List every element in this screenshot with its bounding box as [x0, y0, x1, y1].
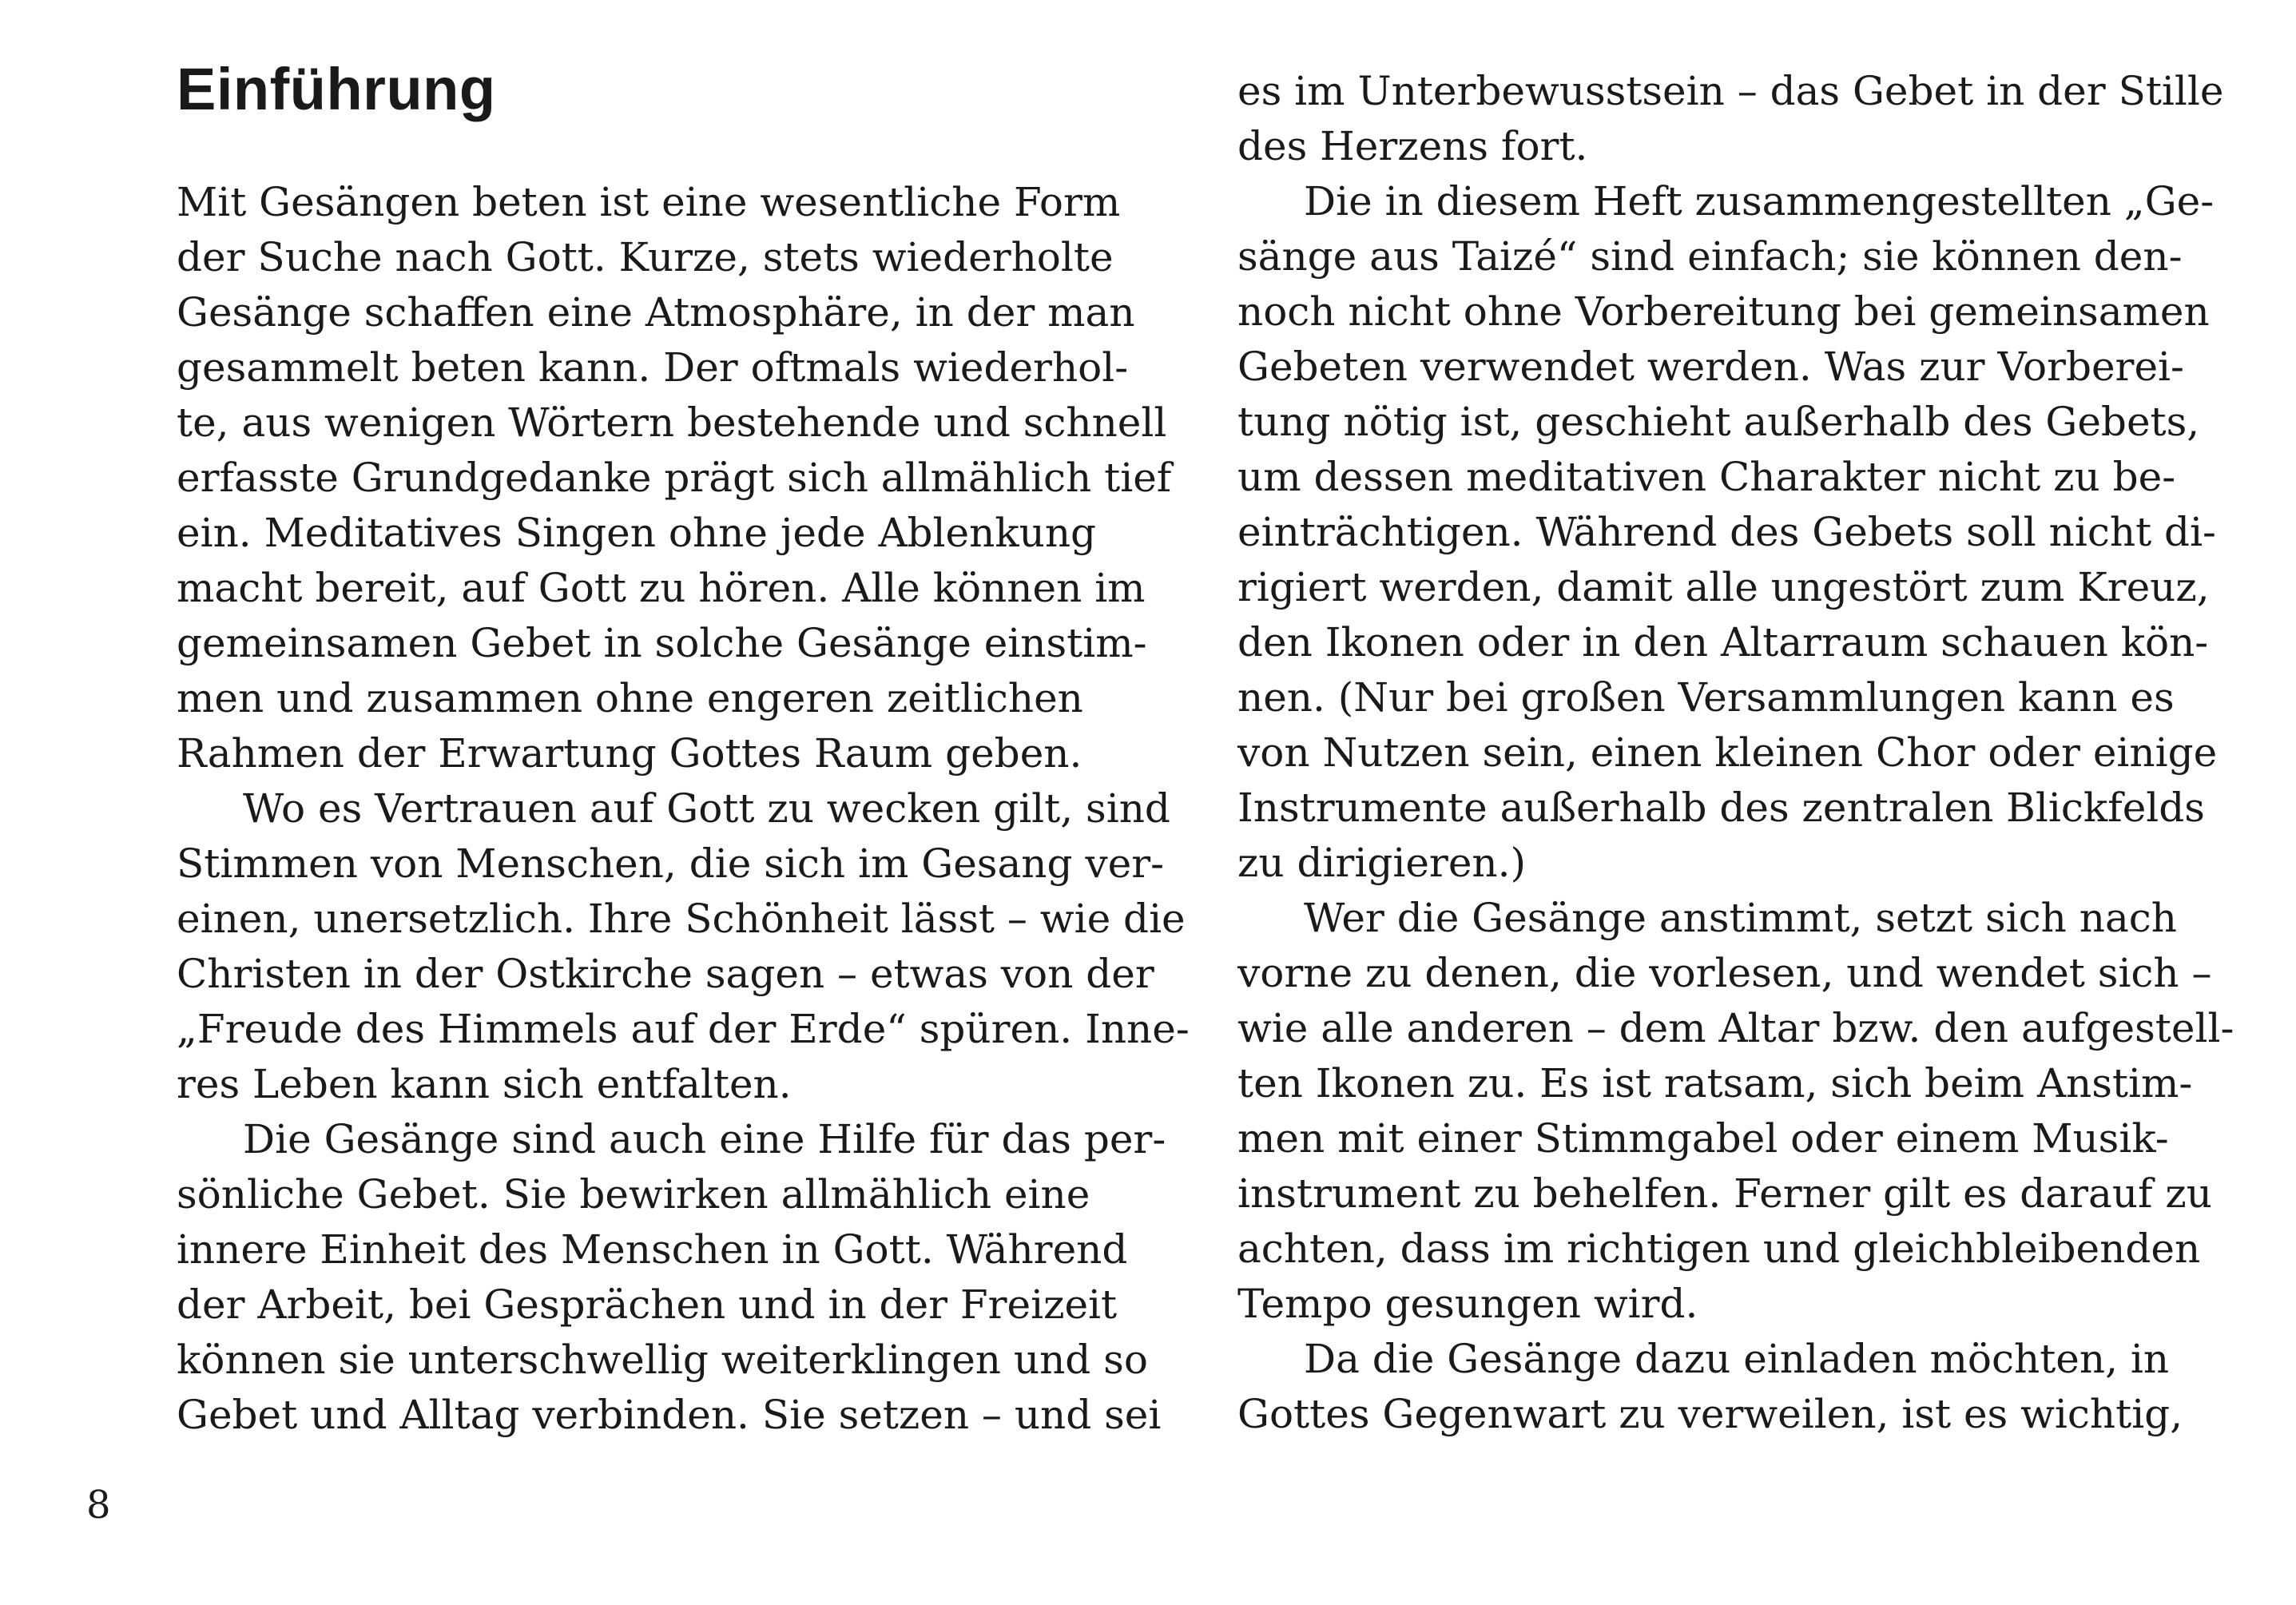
text-line: Gesänge schaffen eine Atmosphäre, in der man — [177, 289, 1135, 336]
text-line: können sie unterschwellig weiterklingen und so — [177, 1337, 1148, 1383]
text-line: Stimmen von Menschen, die sich im Gesang ver- — [177, 840, 1164, 887]
text-line: es im Unterbewusstsein – das Gebet in der Stille — [1237, 68, 2224, 114]
text-line: sönliche Gebet. Sie bewirken allmählich eine — [177, 1171, 1090, 1218]
text-line: Gebeten verwendet werden. Was zur Vorberei- — [1237, 344, 2184, 390]
text-line: Christen in der Ostkirche sagen – etwas von der — [177, 951, 1154, 997]
text-line: ten Ikonen zu. Es ist ratsam, sich beim Anstim- — [1237, 1060, 2193, 1106]
text-line: der Suche nach Gott. Kurze, stets wiederholte — [177, 234, 1114, 280]
text-line: Tempo gesungen wird. — [1237, 1281, 1698, 1327]
text-line: Wo es Vertrauen auf Gott zu wecken gilt, sind — [243, 785, 1170, 832]
text-line: wie alle anderen – dem Altar bzw. den aufgestell- — [1237, 1005, 2234, 1051]
text-line: Die in diesem Heft zusammengestellten „Ge- — [1304, 178, 2215, 224]
text-line: achten, dass im richtigen und gleichbleibenden — [1237, 1226, 2201, 1272]
text-line: Da die Gesänge dazu einladen möchten, in — [1304, 1336, 2170, 1382]
text-line: einen, unersetzlich. Ihre Schönheit lässt – wie die — [177, 896, 1186, 942]
text-line: den Ikonen oder in den Altarraum schauen kön- — [1237, 619, 2209, 665]
text-line: res Leben kann sich entfalten. — [177, 1061, 792, 1107]
text-line: Instrumente außerhalb des zentralen Blickfelds — [1237, 785, 2205, 831]
text-line: innere Einheit des Menschen in Gott. Während — [177, 1226, 1128, 1273]
text-line: Rahmen der Erwartung Gottes Raum geben. — [177, 730, 1082, 777]
text-line: zu dirigieren.) — [1237, 840, 1527, 886]
text-line: te, aus wenigen Wörtern bestehende und schnell — [177, 399, 1167, 446]
text-line: tung nötig ist, geschieht außerhalb des Gebets, — [1237, 399, 2200, 445]
text-line: instrument zu behelfen. Ferner gilt es darauf zu — [1237, 1170, 2212, 1217]
text-line: „Freude des Himmels auf der Erde“ spüren. Inne- — [177, 1006, 1190, 1052]
text-line: Wer die Gesänge anstimmt, setzt sich nach — [1304, 895, 2177, 941]
left-text-column — [177, 175, 1190, 1443]
text-line: nen. (Nur bei großen Versammlungen kann es — [1237, 674, 2175, 721]
page-number: 8 — [86, 1483, 111, 1528]
text-line: erfasste Grundgedanke prägt sich allmählich tief — [177, 455, 1172, 501]
page-title: Einführung — [177, 56, 496, 122]
text-line: rigiert werden, damit alle ungestört zum Kreuz, — [1237, 564, 2210, 610]
text-line: noch nicht ohne Vorbereitung bei gemeinsamen — [1237, 288, 2210, 335]
text-line: Gottes Gegenwart zu verweilen, ist es wichtig, — [1237, 1391, 2183, 1437]
right-text-column — [1237, 64, 2234, 1442]
text-line: Mit Gesängen beten ist eine wesentliche Form — [177, 179, 1121, 225]
text-line: vorne zu denen, die vorlesen, und wendet sich – — [1237, 950, 2212, 996]
text-line: macht bereit, auf Gott zu hören. Alle können im — [177, 565, 1146, 611]
text-line: von Nutzen sein, einen kleinen Chor oder einige — [1237, 729, 2218, 776]
text-line: men mit einer Stimmgabel oder einem Musik- — [1237, 1115, 2169, 1162]
text-line: sänge aus Taizé“ sind einfach; sie können den- — [1237, 233, 2183, 280]
text-line: des Herzens fort. — [1237, 123, 1588, 169]
text-line: gemeinsamen Gebet in solche Gesänge einstim- — [177, 620, 1147, 666]
text-line: Die Gesänge sind auch eine Hilfe für das per- — [243, 1116, 1166, 1162]
text-line: einträchtigen. Während des Gebets soll nicht di- — [1237, 509, 2216, 555]
text-line: ein. Meditatives Singen ohne jede Ablenkung — [177, 510, 1097, 556]
text-line: der Arbeit, bei Gesprächen und in der Freizeit — [177, 1281, 1118, 1328]
text-line: um dessen meditativen Charakter nicht zu be- — [1237, 454, 2176, 500]
text-line: gesammelt beten kann. Der oftmals wiederhol- — [177, 344, 1129, 391]
text-line: men und zusammen ohne engeren zeitlichen — [177, 675, 1083, 721]
text-line: Gebet und Alltag verbinden. Sie setzen – und sei — [177, 1392, 1162, 1438]
